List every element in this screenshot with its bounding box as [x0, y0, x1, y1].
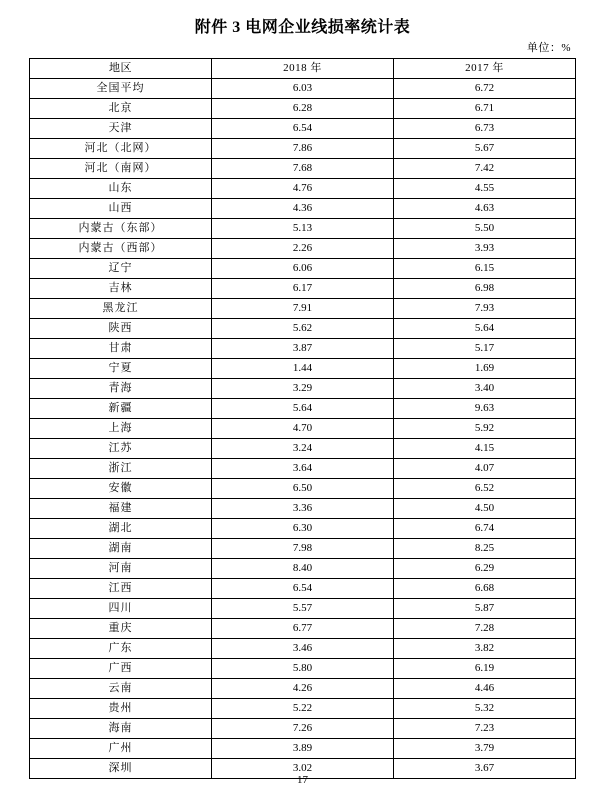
- table-row: [30, 659, 576, 679]
- cell-2017: 7.23: [394, 719, 576, 739]
- cell-2018: 3.24: [212, 439, 394, 459]
- cell-region: 青海: [30, 379, 212, 399]
- cell-region: 云南: [30, 679, 212, 699]
- table-row: [30, 299, 576, 319]
- cell-2018: 5.13: [212, 219, 394, 239]
- table-row: [30, 699, 576, 719]
- table-header-row: [30, 59, 576, 79]
- cell-2018: 6.17: [212, 279, 394, 299]
- cell-region: 天津: [30, 119, 212, 139]
- table-row: [30, 499, 576, 519]
- cell-2017: 6.68: [394, 579, 576, 599]
- cell-2017: 5.50: [394, 219, 576, 239]
- cell-2017: 6.98: [394, 279, 576, 299]
- cell-2018: 3.89: [212, 739, 394, 759]
- cell-2018: 6.28: [212, 99, 394, 119]
- cell-region: 海南: [30, 719, 212, 739]
- cell-region: 重庆: [30, 619, 212, 639]
- cell-2017: 6.71: [394, 99, 576, 119]
- table-row: [30, 679, 576, 699]
- cell-2018: 6.03: [212, 79, 394, 99]
- table-row: [30, 139, 576, 159]
- cell-2018: 4.76: [212, 179, 394, 199]
- cell-2017: 4.46: [394, 679, 576, 699]
- cell-2017: 3.40: [394, 379, 576, 399]
- table-row: [30, 519, 576, 539]
- cell-region: 山东: [30, 179, 212, 199]
- table-row: [30, 399, 576, 419]
- cell-2017: 5.17: [394, 339, 576, 359]
- cell-2018: 5.22: [212, 699, 394, 719]
- table-row: [30, 79, 576, 99]
- cell-2018: 8.40: [212, 559, 394, 579]
- cell-2018: 7.26: [212, 719, 394, 739]
- cell-2017: 6.73: [394, 119, 576, 139]
- cell-region: 内蒙古（东部）: [30, 219, 212, 239]
- cell-2018: 6.30: [212, 519, 394, 539]
- cell-2017: 6.29: [394, 559, 576, 579]
- table-row: [30, 279, 576, 299]
- cell-region: 北京: [30, 99, 212, 119]
- cell-2018: 2.26: [212, 239, 394, 259]
- cell-2017: 8.25: [394, 539, 576, 559]
- line-loss-rate-table: [29, 58, 576, 779]
- cell-region: 上海: [30, 419, 212, 439]
- table-row: [30, 619, 576, 639]
- cell-region: 安徽: [30, 479, 212, 499]
- cell-2017: 5.67: [394, 139, 576, 159]
- cell-2018: 4.26: [212, 679, 394, 699]
- cell-2017: 3.79: [394, 739, 576, 759]
- cell-2017: 5.92: [394, 419, 576, 439]
- table-row: [30, 719, 576, 739]
- cell-region: 广西: [30, 659, 212, 679]
- table-row: [30, 159, 576, 179]
- cell-2017: 1.69: [394, 359, 576, 379]
- cell-2018: 3.02: [212, 759, 394, 779]
- cell-region: 甘肃: [30, 339, 212, 359]
- cell-2017: 5.64: [394, 319, 576, 339]
- cell-2017: 6.74: [394, 519, 576, 539]
- cell-2018: 3.87: [212, 339, 394, 359]
- cell-region: 深圳: [30, 759, 212, 779]
- table-row: [30, 319, 576, 339]
- table-row: [30, 639, 576, 659]
- cell-region: 河南: [30, 559, 212, 579]
- cell-region: 广州: [30, 739, 212, 759]
- cell-2017: 7.42: [394, 159, 576, 179]
- cell-region: 广东: [30, 639, 212, 659]
- cell-region: 宁夏: [30, 359, 212, 379]
- cell-region: 河北（南网）: [30, 159, 212, 179]
- cell-2018: 3.36: [212, 499, 394, 519]
- table-row: [30, 199, 576, 219]
- cell-region: 四川: [30, 599, 212, 619]
- cell-2018: 5.80: [212, 659, 394, 679]
- cell-2018: 4.70: [212, 419, 394, 439]
- cell-2017: 4.07: [394, 459, 576, 479]
- cell-region: 山西: [30, 199, 212, 219]
- cell-region: 江苏: [30, 439, 212, 459]
- table-row: [30, 359, 576, 379]
- cell-region: 湖南: [30, 539, 212, 559]
- cell-2017: 7.28: [394, 619, 576, 639]
- cell-2018: 6.54: [212, 119, 394, 139]
- table-row: [30, 599, 576, 619]
- cell-2017: 4.50: [394, 499, 576, 519]
- cell-2017: 4.55: [394, 179, 576, 199]
- cell-2018: 7.91: [212, 299, 394, 319]
- cell-2018: 7.86: [212, 139, 394, 159]
- table-row: [30, 379, 576, 399]
- column-header-region: 地区: [30, 59, 212, 79]
- unit-note: 单位：%: [526, 42, 571, 54]
- cell-region: 吉林: [30, 279, 212, 299]
- table-row: [30, 539, 576, 559]
- table-row: [30, 179, 576, 199]
- cell-2018: 5.64: [212, 399, 394, 419]
- table-row: [30, 739, 576, 759]
- cell-2017: 6.15: [394, 259, 576, 279]
- cell-2018: 3.46: [212, 639, 394, 659]
- column-header-2018: 2018 年: [212, 59, 394, 79]
- table-row: [30, 579, 576, 599]
- cell-2018: 3.64: [212, 459, 394, 479]
- cell-2018: 3.29: [212, 379, 394, 399]
- column-header-2017: 2017 年: [394, 59, 576, 79]
- cell-2018: 5.62: [212, 319, 394, 339]
- cell-2017: 5.32: [394, 699, 576, 719]
- cell-2017: 4.15: [394, 439, 576, 459]
- cell-2018: 7.98: [212, 539, 394, 559]
- table-row: [30, 219, 576, 239]
- cell-region: 湖北: [30, 519, 212, 539]
- cell-region: 浙江: [30, 459, 212, 479]
- cell-region: 陕西: [30, 319, 212, 339]
- table-row: [30, 479, 576, 499]
- cell-2018: 6.50: [212, 479, 394, 499]
- page-number: 17: [297, 774, 308, 786]
- cell-2018: 6.06: [212, 259, 394, 279]
- cell-region: 福建: [30, 499, 212, 519]
- cell-2017: 6.72: [394, 79, 576, 99]
- table-row: [30, 239, 576, 259]
- cell-2018: 6.77: [212, 619, 394, 639]
- cell-region: 河北（北网）: [30, 139, 212, 159]
- cell-2017: 5.87: [394, 599, 576, 619]
- cell-2017: 6.52: [394, 479, 576, 499]
- table-row: [30, 439, 576, 459]
- cell-2017: 4.63: [394, 199, 576, 219]
- table-row: [30, 119, 576, 139]
- cell-2017: 7.93: [394, 299, 576, 319]
- cell-2018: 5.57: [212, 599, 394, 619]
- cell-2017: 3.93: [394, 239, 576, 259]
- table-row: [30, 99, 576, 119]
- table-row: [30, 559, 576, 579]
- table-row: [30, 459, 576, 479]
- cell-region: 江西: [30, 579, 212, 599]
- cell-region: 辽宁: [30, 259, 212, 279]
- cell-region: 全国平均: [30, 79, 212, 99]
- table-body: [30, 79, 576, 779]
- cell-region: 贵州: [30, 699, 212, 719]
- page-title: 附件 3 电网企业线损率统计表: [194, 19, 411, 36]
- cell-2017: 9.63: [394, 399, 576, 419]
- cell-2018: 6.54: [212, 579, 394, 599]
- table-row: [30, 339, 576, 359]
- cell-region: 黑龙江: [30, 299, 212, 319]
- cell-2018: 1.44: [212, 359, 394, 379]
- cell-2017: 3.67: [394, 759, 576, 779]
- cell-region: 新疆: [30, 399, 212, 419]
- cell-2018: 7.68: [212, 159, 394, 179]
- cell-2017: 3.82: [394, 639, 576, 659]
- table-row: [30, 259, 576, 279]
- cell-2018: 4.36: [212, 199, 394, 219]
- cell-2017: 6.19: [394, 659, 576, 679]
- cell-region: 内蒙古（西部）: [30, 239, 212, 259]
- table-row: [30, 419, 576, 439]
